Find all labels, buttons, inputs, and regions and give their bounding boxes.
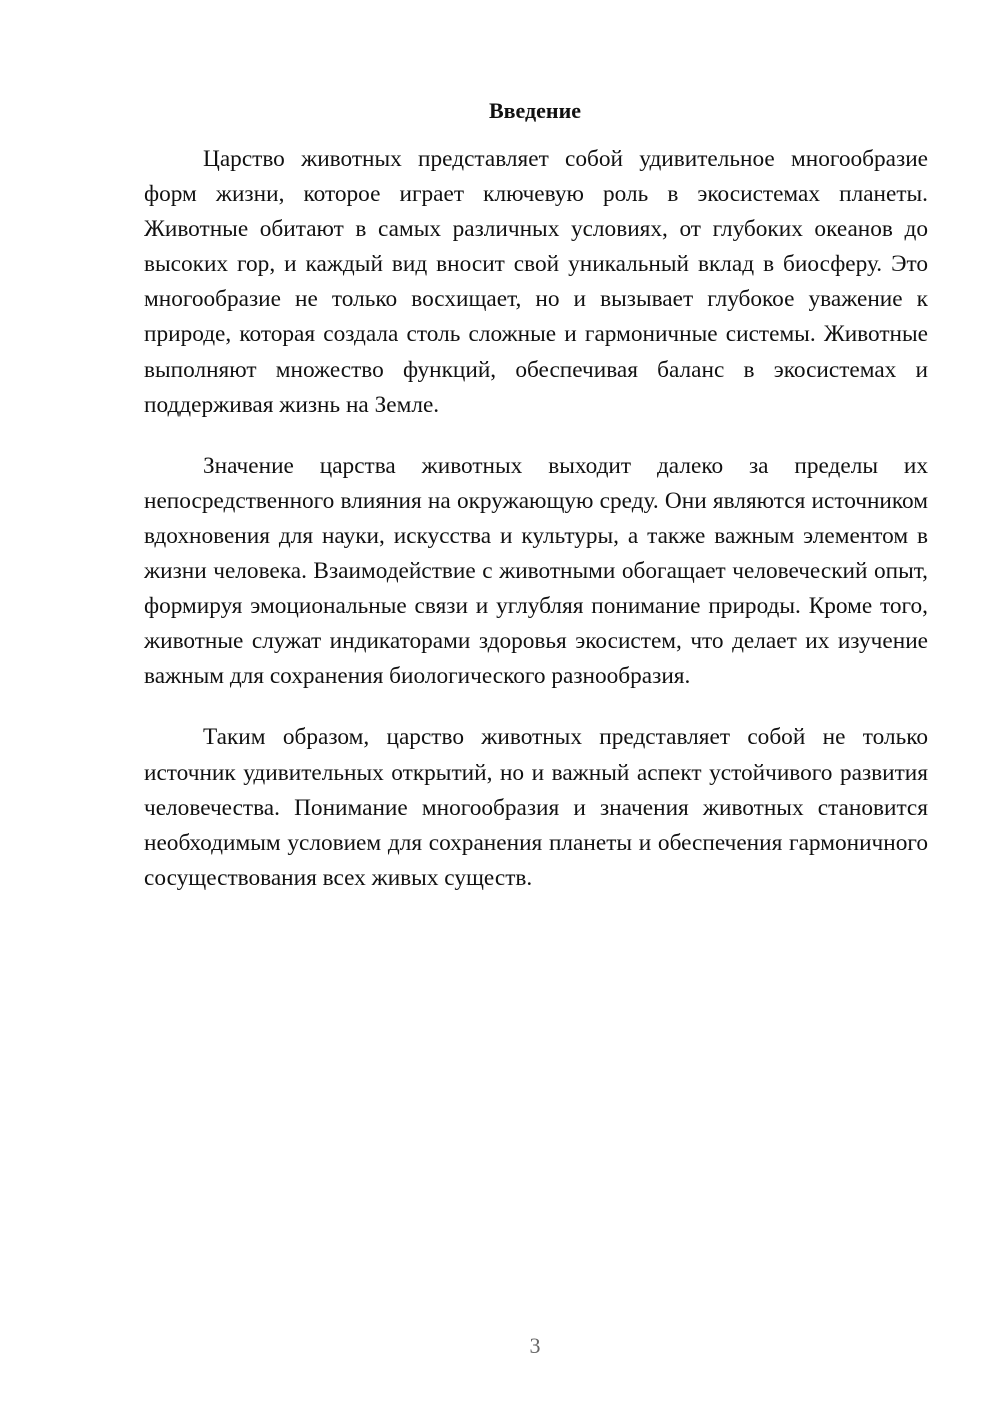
paragraph-3: Таким образом, царство животных представляет собой не только источник удивительных открытий, но и важный аспект устойчивого развития человечества. Понимание многообразия и значения животных становится необходимым условием для сохранения планеты и обеспечения гармоничного сосуществования всех живых существ. xyxy=(144,724,928,891)
body-text xyxy=(144,142,928,922)
paragraph-2: Значение царства животных выходит далеко за пределы их непосредственного влияния на окружающую среду. Они являются источником вдохновения для науки, искусства и культуры, а также важным элементом в жизни человека. Взаимодействие с животными обогащает человеческий опыт, формируя эмоциональные связи и углубляя понимание природы. Кроме того, животные служат индикаторами здоровья экосистем, что делает их изучение важным для сохранения биологического разнообразия. xyxy=(144,452,928,690)
paragraph-1: Царство животных представляет собой удивительное многообразие форм жизни, которое играет ключевую роль в экосистемах планеты. Животные обитают в самых различных условиях, от глубоких океанов до высоких гор, и каждый вид вносит свой уникальный вклад в биосферу. Это многообразие не только восхищает, но и вызывает глубокое уважение к природе, которая создала столь сложные и гармоничные системы. Животные выполняют множество функций, обеспечивая баланс в экосистемах и поддерживая жизнь на Земле. xyxy=(144,146,928,418)
page-title: Введение xyxy=(488,98,582,123)
page-number: 3 xyxy=(529,1333,541,1358)
